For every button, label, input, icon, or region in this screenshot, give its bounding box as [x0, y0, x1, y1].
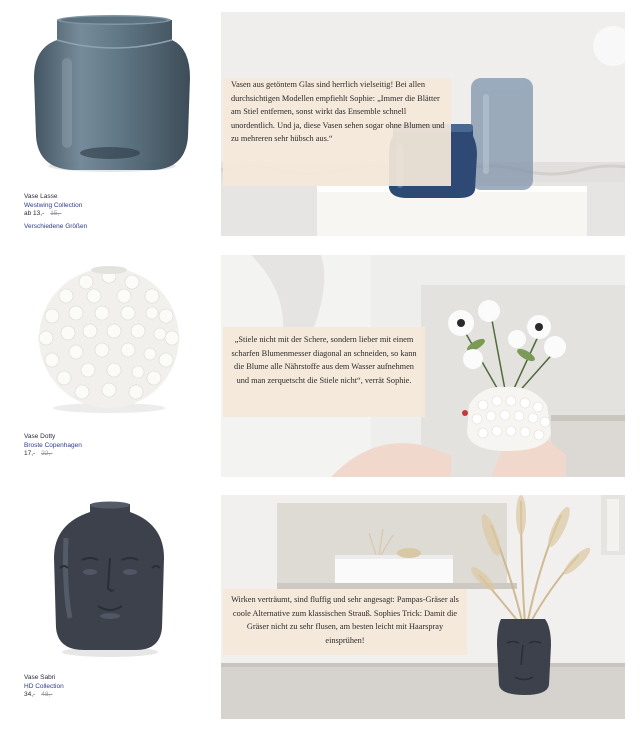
vase-lasse-image[interactable] — [24, 8, 194, 176]
quote-box-sabri — [223, 589, 467, 655]
product-name[interactable]: Vase Sabri — [24, 674, 56, 681]
vase-dotty-image[interactable] — [24, 258, 194, 414]
lifestyle-panel-sabri — [221, 495, 625, 719]
product-brand[interactable]: HD Collection — [24, 682, 64, 690]
product-brand[interactable]: Broste Copenhagen — [24, 441, 82, 449]
product-name[interactable]: Vase Lasse — [24, 193, 58, 200]
quote-text: „Stiele nicht mit der Schere, sondern lieber mit einem scharfen Blumenmesser diagonal an schneiden, so kann die Blume alle Nährstoffe aus dem Wasser aufnehmen und man zerquetscht die Stiele nicht“, verrät Sophie. — [231, 335, 417, 385]
product-info-sabri — [24, 674, 64, 700]
old-price: 48,- — [41, 691, 53, 699]
old-price: 15,- — [50, 210, 62, 218]
quote-box-lasse — [223, 78, 451, 186]
quote-text: Vasen aus getöntem Glas sind herrlich vielseitig! Bei allen durchsichtigen Modellen empfiehlt Sophie: „Immer die Blätter am Stiel entfernen, sonst wirkt das Ensemble schnell unordentlich. Und ja, diese Vasen sehen sogar ohne Blumen und zu mehreren sehr hübsch aus.“ — [231, 80, 445, 144]
lifestyle-panel-dotty — [221, 255, 625, 477]
lifestyle-panel-lasse — [221, 12, 625, 236]
vase-sabri-image[interactable] — [24, 498, 194, 658]
product-card-dotty[interactable] — [0, 246, 212, 476]
product-price: ab 13,- 15,- — [24, 210, 62, 218]
sizes-note[interactable]: Verschiedene Größen — [24, 222, 88, 230]
product-card-sabri[interactable] — [0, 486, 212, 733]
product-name[interactable]: Vase Dotty — [24, 433, 56, 440]
product-price: 17,- 22,- — [24, 450, 53, 458]
product-info-lasse — [24, 193, 87, 231]
quote-text: Wirken verträumt, sind fluffig und sehr angesagt: Pampas-Gräser als coole Alternative zum klassischen Strauß. Sophies Trick: Damit die Gräser nicht zu sehr flusen, am besten leicht mit Haarspray einsprühen! — [231, 595, 459, 645]
product-info-dotty — [24, 433, 82, 459]
old-price: 22,- — [41, 450, 53, 458]
product-price: 34,- 48,- — [24, 691, 53, 699]
product-brand[interactable]: Westwing Collection — [24, 201, 83, 209]
quote-box-dotty — [223, 327, 425, 417]
product-card-lasse[interactable] — [0, 0, 212, 240]
